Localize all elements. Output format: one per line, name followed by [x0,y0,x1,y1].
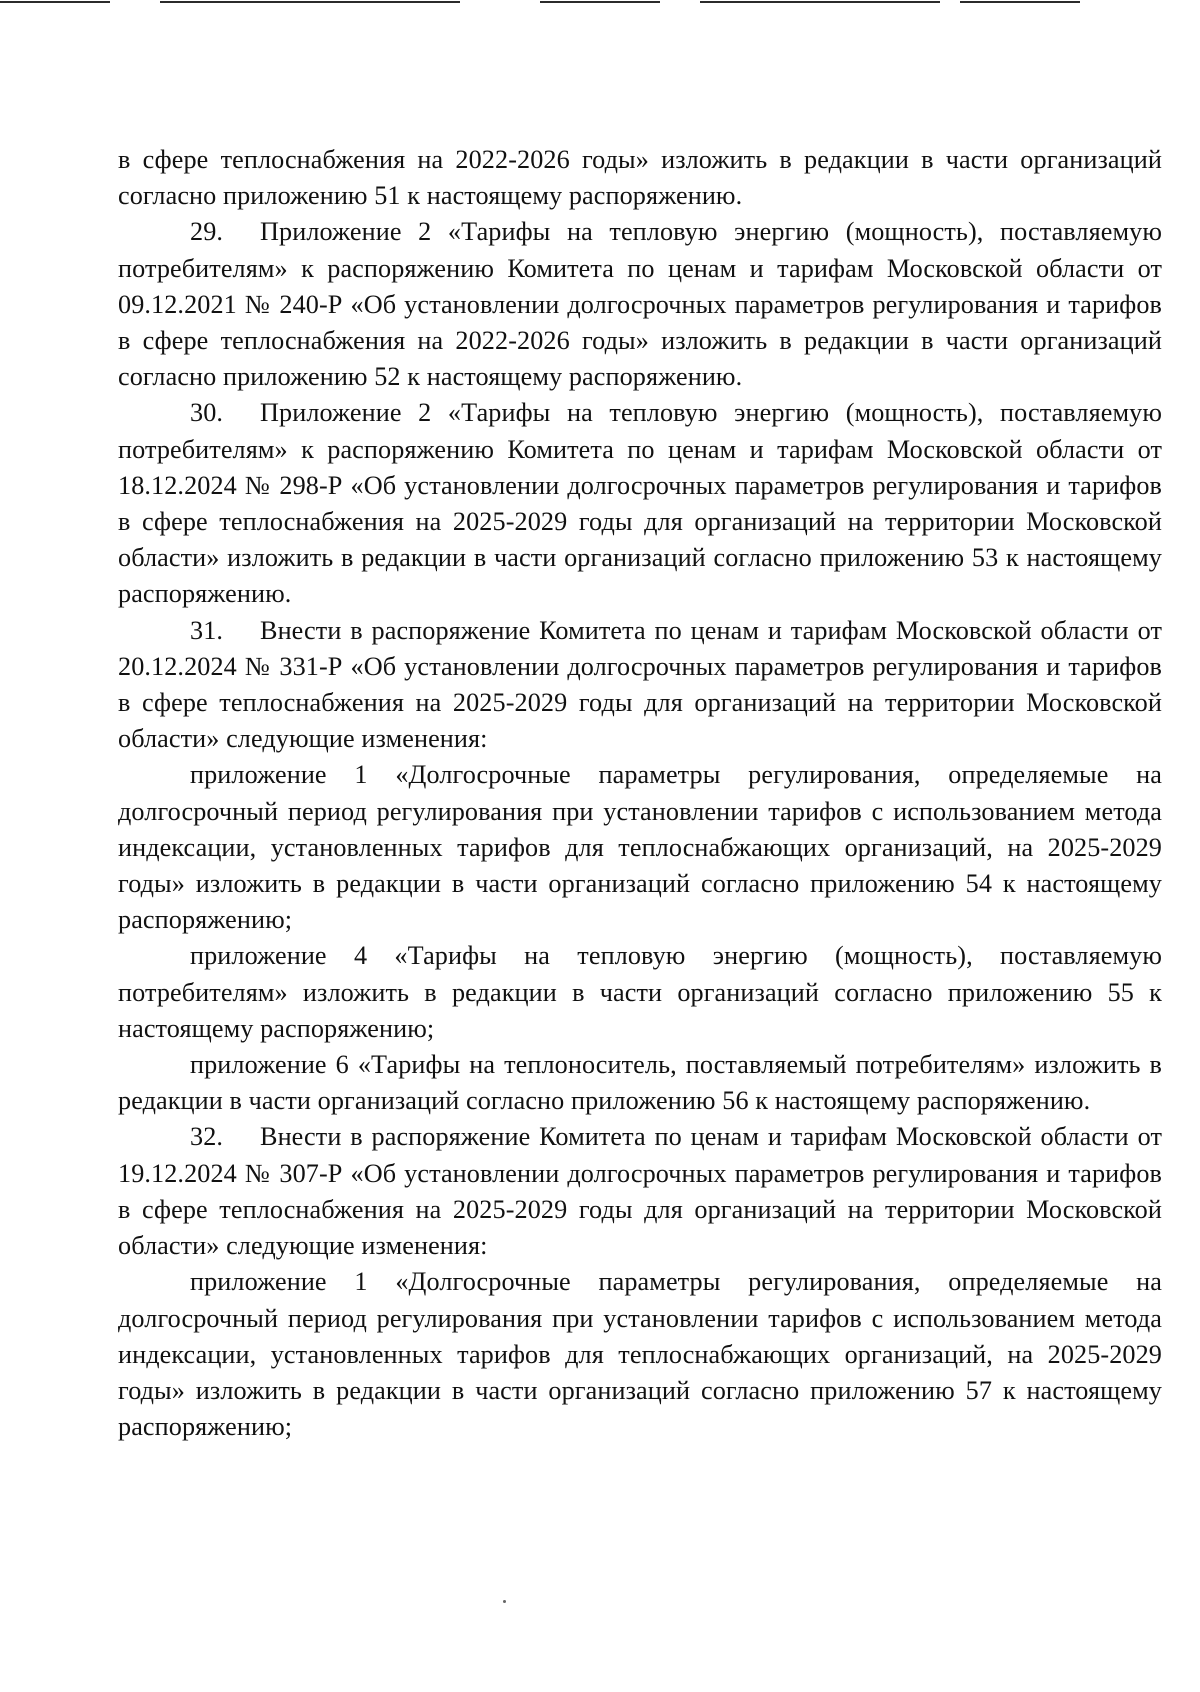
paragraph-item-31 [118,613,1162,758]
paragraph-number: 29. [190,217,224,247]
scan-speck [503,1600,506,1603]
paragraph-item-30 [118,395,1162,612]
paragraph-text: Приложение 2 «Тарифы на тепловую энергию (мощность), поставляемую потребителям» к распоряжению Комитета по ценам и тарифам Московской области от 18.12.2024 № 298-Р «Об установлении долгосрочных параметров регулирования и тарифов в сфере теплоснабжения на 2025-2029 годы для организаций на территории Московской области» изложить в редакции в части организаций согласно приложению 53 к настоящему распоряжению. [118,398,1162,609]
document-body [118,142,1162,1445]
scan-edge-line [540,1,660,3]
paragraph-text: приложение 1 «Долгосрочные параметры регулирования, определяемые на долгосрочный период регулирования при установлении тарифов с использованием метода индексации, установленных тарифов для теплоснабжающих организаций, на 2025-2029 годы» изложить в редакции в части организаций согласно приложению 54 к настоящему распоряжению; [118,760,1162,935]
subparagraph-appendix-1-second [118,1264,1162,1445]
scan-edge-line [700,1,940,3]
paragraph-number: 31. [190,615,224,645]
scan-edge-line [0,1,110,3]
paragraph-text: приложение 1 «Долгосрочные параметры регулирования, определяемые на долгосрочный период регулирования при установлении тарифов с использованием метода индексации, установленных тарифов для теплоснабжающих организаций, на 2025-2029 годы» изложить в редакции в части организаций согласно приложению 57 к настоящему распоряжению; [118,1267,1162,1442]
paragraph-continuation [118,142,1162,214]
scan-edge-line [960,1,1080,3]
paragraph-text: Внести в распоряжение Комитета по ценам и тарифам Московской области от 19.12.2024 № 307-Р «Об установлении долгосрочных параметров регулирования и тарифов в сфере теплоснабжения на 2025-2029 годы для организаций на территории Московской области» следующие изменения: [118,1122,1162,1261]
paragraph-item-29 [118,214,1162,395]
subparagraph-appendix-4 [118,938,1162,1047]
paragraph-text: приложение 4 «Тарифы на тепловую энергию (мощность), поставляемую потребителям» изложить в редакции в части организаций согласно приложению 55 к настоящему распоряжению; [118,941,1162,1043]
scan-top-edge [0,0,1200,8]
paragraph-text: Внести в распоряжение Комитета по ценам и тарифам Московской области от 20.12.2024 № 331-Р «Об установлении долгосрочных параметров регулирования и тарифов в сфере теплоснабжения на 2025-2029 годы для организаций на территории Московской области» следующие изменения: [118,615,1162,754]
subparagraph-appendix-1 [118,757,1162,938]
scan-edge-line [160,1,460,3]
paragraph-text: Приложение 2 «Тарифы на тепловую энергию (мощность), поставляемую потребителям» к распоряжению Комитета по ценам и тарифам Московской области от 09.12.2021 № 240-Р «Об установлении долгосрочных параметров регулирования и тарифов в сфере теплоснабжения на 2022-2026 годы» изложить в редакции в части организаций согласно приложению 52 к настоящему распоряжению. [118,217,1162,392]
subparagraph-appendix-6 [118,1047,1162,1119]
paragraph-text: в сфере теплоснабжения на 2022-2026 годы» изложить в редакции в части организаций согласно приложению 51 к настоящему распоряжению. [118,145,1162,211]
paragraph-text: приложение 6 «Тарифы на теплоноситель, поставляемый потребителям» изложить в редакции в части организаций согласно приложению 56 к настоящему распоряжению. [118,1050,1162,1116]
paragraph-number: 30. [190,398,224,428]
paragraph-item-32 [118,1119,1162,1264]
paragraph-number: 32. [190,1122,224,1152]
